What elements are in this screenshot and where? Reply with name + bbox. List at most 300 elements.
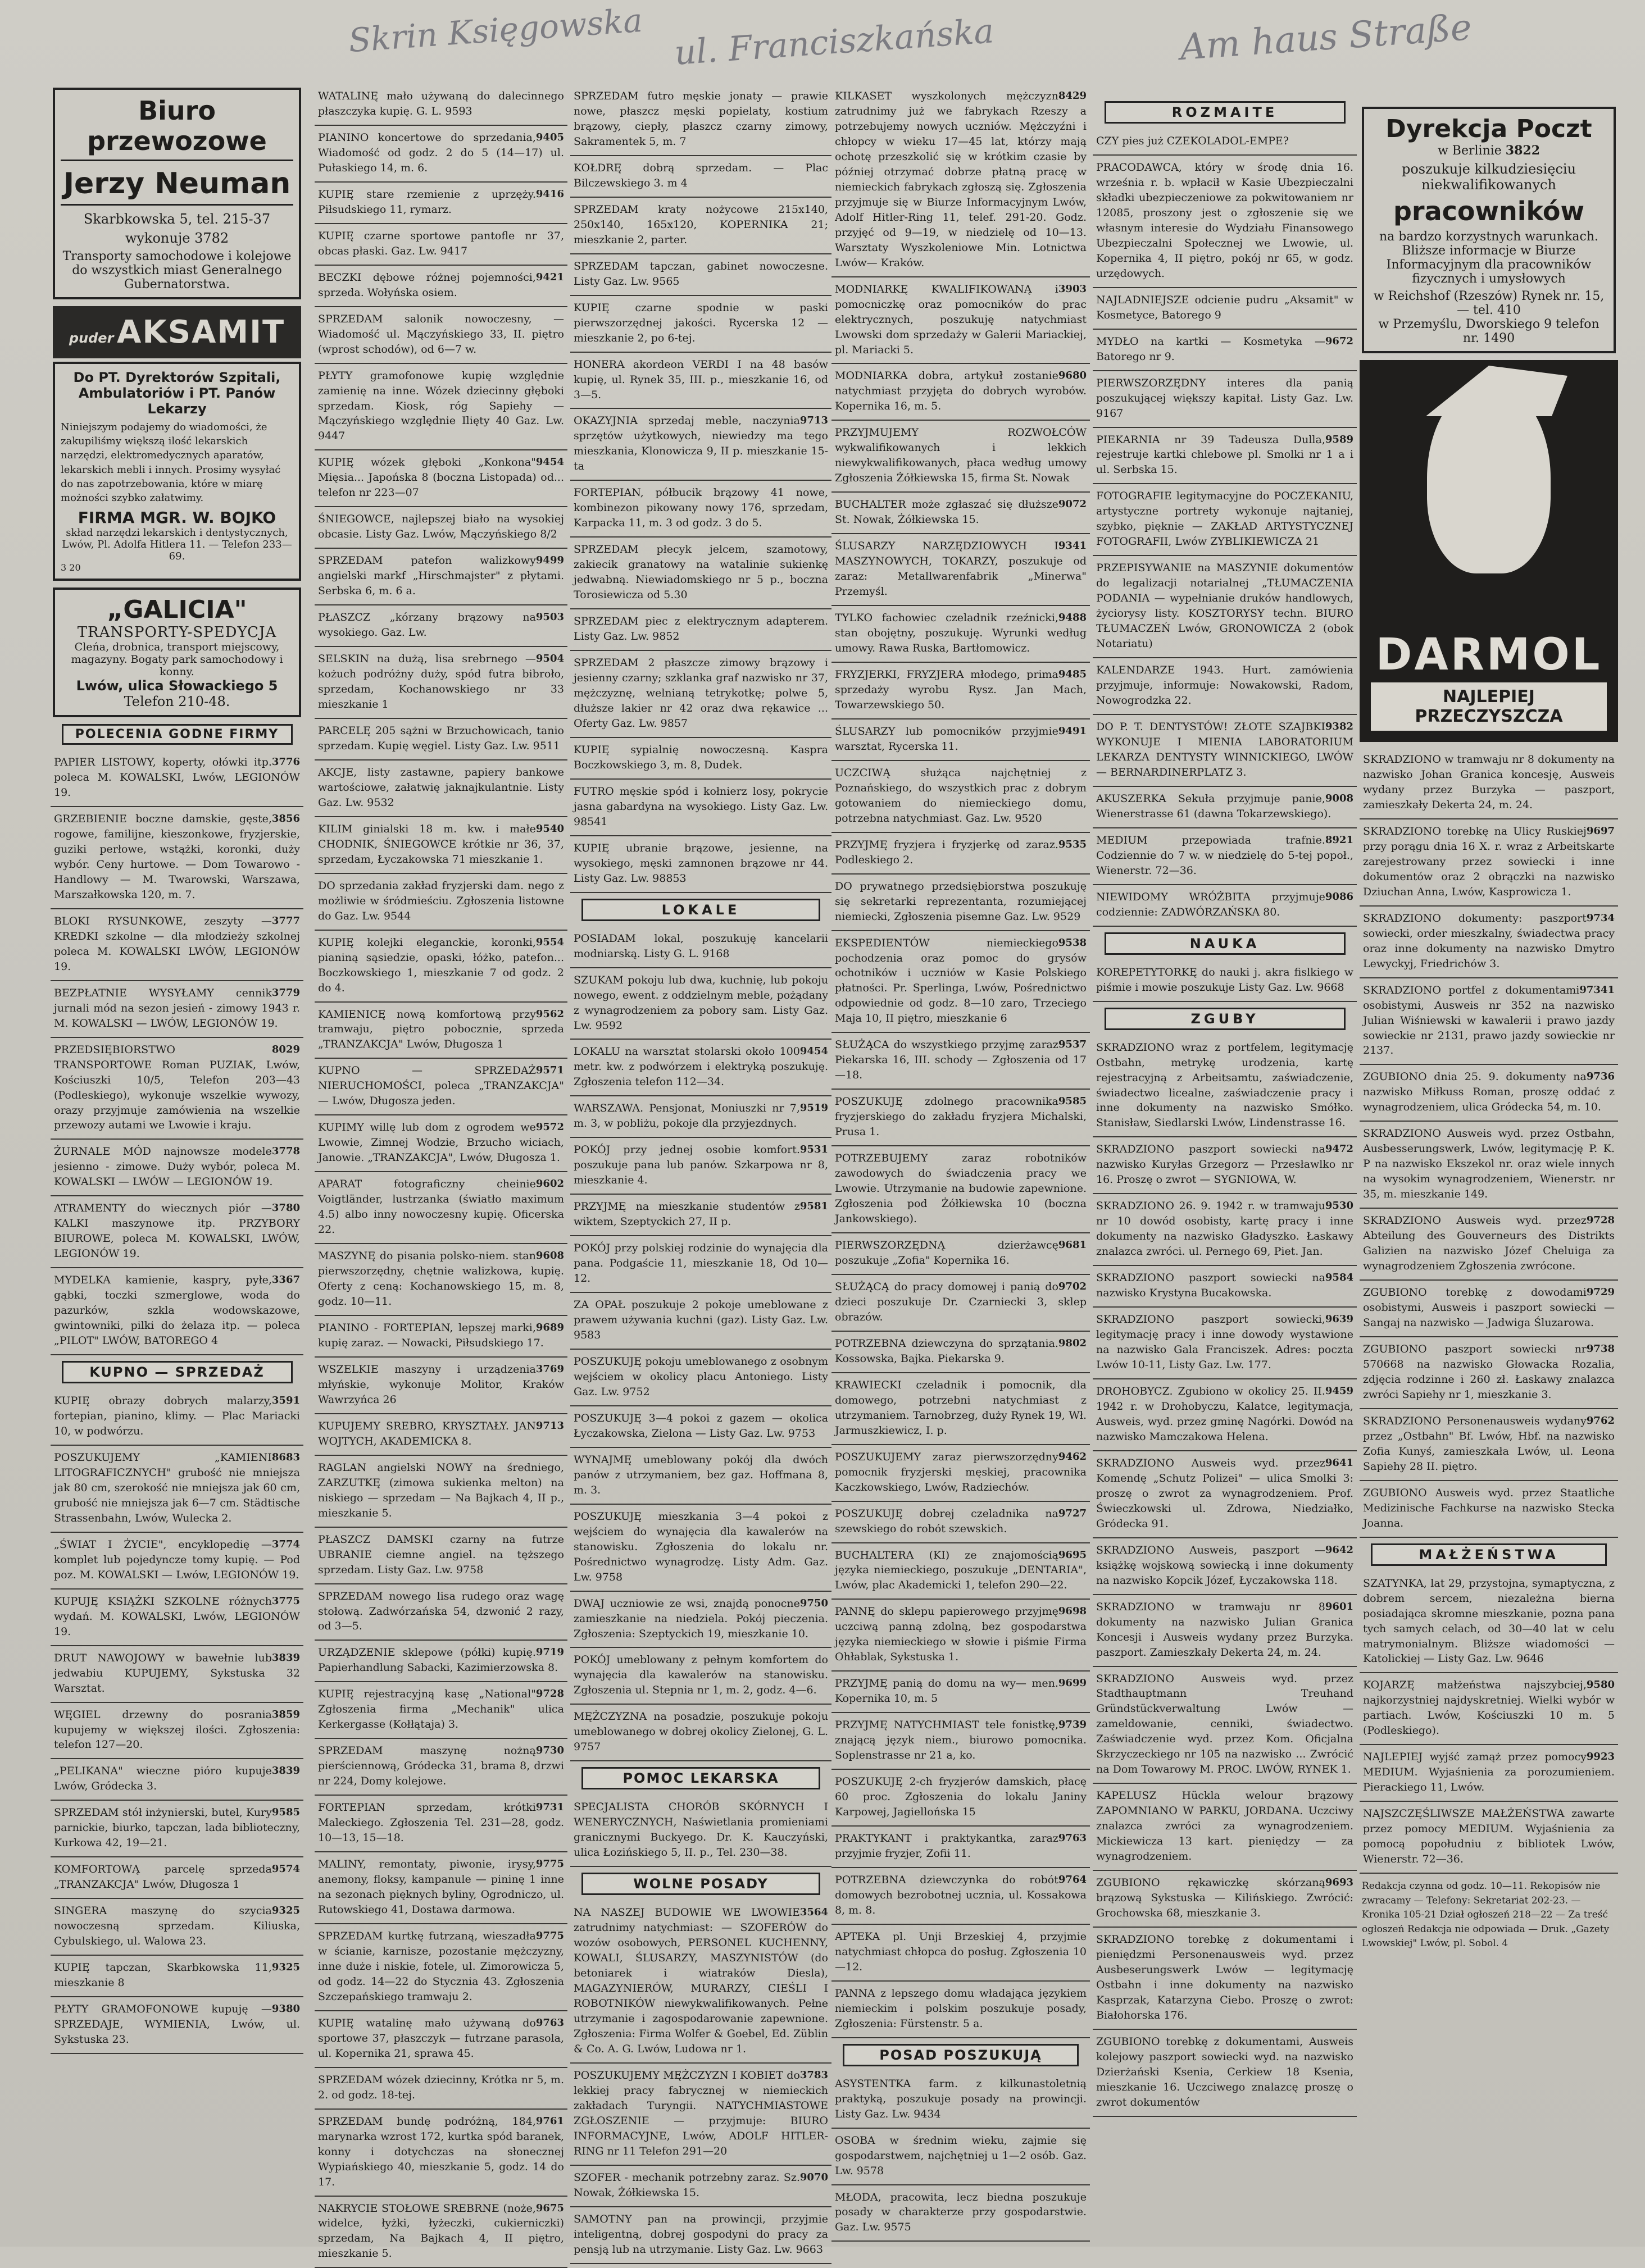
ad-text: KUPIĘ watalinę mało używaną do sportowe 37, płaszczyk — futrzane parasola, ul. Kopernika 21, sprawa 45.	[318, 2017, 564, 2060]
list-item	[1360, 819, 1618, 907]
polecenia-list	[51, 750, 303, 1355]
ad-text: POSZUKUJĘ 3—4 pokoi z gazem — okolica Łyczakowska, Zielona — Listy Gaz. Lw. 9753	[574, 1412, 828, 1440]
ad-text: SKRADZIONO paszport sowiecki, legitymację pracy i inne dowody wystawione na nazwisko Gala Franciszek. Adres: poczta Lwów 10-11, Listy Gaz. Lw. 177.	[1096, 1313, 1353, 1371]
list-item	[570, 1648, 831, 1705]
section-posad-poszukuja: POSAD POSZUKUJĄ	[843, 2044, 1079, 2066]
list-item	[315, 549, 567, 605]
list-item	[831, 1868, 1090, 1925]
list-item	[570, 481, 831, 538]
ad-text: PIERWSZORZĘDNĄ dzierżawcę poszukuje „Zofia" Kopernika 16.	[835, 1239, 1058, 1267]
ad-text: WYNAJMĘ umeblowany pokój dla dwóch panów z utrzymaniem, bez gaz. Hoffmana 8, m. 3.	[574, 1454, 828, 1496]
list-item	[1093, 371, 1357, 428]
list-item	[570, 198, 831, 254]
ad-text: KILIM ginialski 18 m. kw. i małe CHODNIK, ŚNIEGOWCE krótkie nr 36, 37, sprzedam, Łyczakowska 71 mieszkanie 1.	[318, 823, 564, 866]
list-item	[570, 1901, 831, 2064]
list-item	[831, 1502, 1090, 1543]
list-item	[1360, 1409, 1618, 1481]
list-item	[1360, 1209, 1618, 1281]
galicia-sub: TRANSPORTY-SPEDYCJA	[61, 624, 293, 641]
ad-text: PIANINO koncertowe do sprzedania, Wiadomość od godz. 2 do 5 (14—17) ul. Pułaskiego 14, m. 6.	[318, 131, 564, 174]
ad-number: 9601	[1325, 1600, 1353, 1614]
list-item	[831, 2129, 1090, 2185]
ad-text: SZATYNKA, lat 29, przystojna, symaptyczna, z dobrem sercem, niezależna bierna posiadająca skromne mieszkanie, pozna pana tych samych celach, od 30—40 lat w celu matrymonialnym. Bliższe wiadomości — Katolickiej — Listy Gaz. Lw. 9646	[1363, 1577, 1615, 1665]
biuro-address: Skarbkowska 5, tel. 215-37	[61, 211, 293, 227]
list-item	[831, 1373, 1090, 1445]
list-item	[1093, 1784, 1357, 1871]
list-item	[1093, 129, 1357, 156]
list-item	[1093, 1379, 1357, 1451]
ad-text: SZUKAM pokoju lub dwa, kuchnię, lub pokoju nowego, ewent. z oddzielnym meble, pożądany z wynagrodzeniem za pobory sam. Listy Gaz. Lw. 9592	[574, 974, 828, 1032]
list-item	[315, 1528, 567, 1584]
list-item: 3778 ŻURNALE MÓD najnowsze modele jesienno - zimowe. Duży wybór, poleca M. KOWALSKI — LWÓW — LEGIONÓW 19.	[51, 1140, 303, 1196]
section-polecenia: POLECENIA GODNE FIRMY	[62, 724, 293, 745]
list-item: 3780 ATRAMENTY do wiecznych piór — KALKI maszynowe itp. PRZYBORY BIUROWE, poleca M. KOWALSKI, LWÓW, LEGIONÓW 19.	[51, 1196, 303, 1268]
ad-number: 9713	[800, 413, 828, 428]
list-item	[315, 266, 567, 307]
ad-text: SPRZEDAM wózek dziecinny, Krótka nr 5, m. 2. od godz. 18-tej.	[318, 2074, 564, 2101]
list-item: 3779 BEZPŁATNIE WYSYŁAMY cennik jurnali mód na sezon jesień - zimowy 1943 r. M. KOWALSKI — LWÓW, LEGIONÓW 19.	[51, 981, 303, 1038]
ad-text: MODNIARKĘ KWALIFIKOWANĄ i pomocniczkę oraz pomocników do prac elektrycznych, poszukuję natychmiast Lwowski dom sprzedaży w Galerii Mariackiej, pl. Mariacki 5.	[835, 283, 1087, 356]
dyrekcja-big: pracowników	[1370, 196, 1608, 226]
ad-text: KUPIĘ kolejki eleganckie, koronki, pianiną sąsiedzie, opaski, łóżko, patefon... Boczkowskiego 1, mieszkanie 7 od godz. 2 do 4.	[318, 936, 564, 994]
ad-number: 9738	[1587, 1342, 1615, 1356]
list-item	[831, 1770, 1090, 1827]
ad-text: NAJLADNIEJSZE odcienie pudru „Aksamit" w Kosmetyce, Batorego 9	[1096, 294, 1353, 321]
list-item	[570, 156, 831, 198]
ad-text: PANNA z lepszego domu władająca językiem niemieckim i polskim poszukuje posady, Zgłoszenia: Fürstenstr. 5 a.	[835, 1987, 1087, 2030]
ad-number: 9763	[1058, 1831, 1087, 1846]
ad-number: 9728	[1587, 1213, 1615, 1228]
ad-text: BUCHALTERA (KI) ze znajomością języka niemieckiego, poszukuje „DENTARIA", Lwów, plac Akademicki 1, telefon 290—22.	[835, 1549, 1087, 1592]
list-item	[1360, 1281, 1618, 1337]
ad-number: 9540	[536, 822, 564, 836]
ad-text: SKRADZIONO 26. 9. 1942 r. w tramwaju nr 10 dowód osobisty, kartę pracy i inne dokumenty na nazwisko Gładyszko. Łaskawy znalazca zwróci. ul. Pernego 69, Piet. Jan.	[1096, 1200, 1353, 1258]
ad-text: SKRADZIONO torebkę na Ulicy Ruskiej przy porągu dnia 16 X. r. wraz z Arbeitskarte zarejestrowany przez sowiecki i inne dokumentów oraz 2 obrączki na nazwisko Dziuchan Anna, Lwów, Kasprowicza 1.	[1363, 825, 1615, 898]
ad-text: EKSPEDIENTÓW niemieckiego pochodzenia oraz pomoc do grysów ochotników i uczniów w Kasie Polskiego płatności. Pr. Sperlinga, Lwów, Pośrednictwo odpowiednie od godz. 8—10 zaro, Trzeciego Maja 10, II piętro, mieszkanie 6	[835, 937, 1087, 1025]
list-item	[1360, 1673, 1618, 1745]
ad-number: 9554	[536, 935, 564, 950]
list-item	[570, 1236, 831, 1293]
list-item: 3859 WĘGIEL drzewny do posrania kupujemy w większej ilości. Zgłoszenia: telefon 127—20.	[51, 1703, 303, 1760]
list-item	[1360, 1481, 1618, 1538]
list-item	[831, 719, 1090, 761]
ad-text: SPRZEDAM płecyk jelcem, szamotowy, zakiecik granatowy na watalinie sukienkę jedwabną. Niewiadomskiego nr 5 p., boczna Torosiewicza od 5.30	[574, 543, 828, 601]
ad-number: 9581	[800, 1199, 828, 1214]
ad-text: SZOFER - mechanik potrzebny zaraz. Sz. Nowak, Żółkiewska 15.	[574, 2171, 800, 2199]
list-item	[831, 1982, 1090, 2038]
dyrekcja-place1: w Reichshof (Rzeszów) Rynek nr. 15, — tel. 410	[1370, 289, 1608, 317]
list-item	[1093, 1871, 1357, 1928]
darmol-title: DARMOL	[1360, 630, 1618, 680]
ad-text: MŁODA, pracowita, lecz biedna poszukuje posady w charakterze przy gospodarstwie. Gaz. Lw. 9575	[835, 2191, 1087, 2234]
ad-text: DWAJ uczniowie ze wsi, znajdą ponocne zamieszkanie na niedziela. Pokój pieczenia. Zgłoszenia: Szeptyckich 19, mieszkanie 10.	[574, 1597, 828, 1640]
ad-number: 9728	[536, 1687, 564, 1701]
ad-text: FORTEPIAN sprzedam, krótki Maleckiego. Zgłoszenia Tel. 231—28, godz. 10—13, 15—18.	[318, 1801, 564, 1844]
ad-text: CZY pies już CZEKOLADOL-EMPE?	[1096, 135, 1289, 147]
ad-text: PŁASZCZ „kórzany brązowy na wysokiego. Gaz. Lw.	[318, 611, 536, 639]
list-item	[570, 1406, 831, 1448]
list-item	[315, 1115, 567, 1172]
ad-text: APTEKA pl. Unji Brzeskiej 4, przyjmie natychmiast chłopca do posług. Zgłoszenia 10—12.	[835, 1930, 1087, 1973]
column-6	[1360, 84, 1618, 1957]
list-item	[315, 1641, 567, 1682]
ad-number: 9459	[1325, 1384, 1353, 1399]
list-item	[1360, 907, 1618, 978]
list-item	[831, 1090, 1090, 1146]
ad-number: 9680	[1058, 368, 1087, 383]
ad-text: KOŁDRĘ dobrą sprzedam. — Plac Bilczewskiego 3. m 4	[574, 162, 828, 189]
section-nauka: NAUKA	[1105, 932, 1346, 955]
list-item	[831, 931, 1090, 1033]
list-item	[1093, 1194, 1357, 1266]
ad-number: 9008	[1325, 791, 1353, 806]
list-item	[1360, 978, 1618, 1065]
list-item	[1360, 1122, 1618, 1209]
ad-text: SPRZEDAM futro męskie jonaty — prawie nowe, płaszcz męski popielaty, kostium brązowy, ciepły, płaszcz czarny zimowy, Sakramentek 5, m. 7	[574, 90, 828, 148]
ad-number: 9538	[1058, 936, 1087, 950]
list-item	[570, 968, 831, 1040]
list-item	[315, 605, 567, 647]
list-item	[831, 1543, 1090, 1600]
dyrekcja-sub: w Berlinie	[1438, 144, 1502, 158]
ad-text: PRACODAWCA, który w środę dnia 16. września r. b. wpłacił w Kasie Ubezpieczalni składki ubezpieczeniowe za pokwitowaniem nr 12085, proszony jest o zgłoszenie się we własnym interesie do Wydziału Finansowego Ubezpieczalni Społecznej we Lwowie, ul. Kopernika 4, II piętro, pokój nr 65, w godz. urzędowych.	[1096, 161, 1353, 280]
ad-text: SPRZEDAM salonik nowoczesny, — Wiadomość ul. Mączyńskiego 33, II. piętro (wprost schodów), od 6—7 w.	[318, 313, 564, 356]
bojko-num: 3 20	[61, 562, 293, 573]
ad-text: ZA OPAŁ poszukuje 2 pokoje umeblowane z prawem używania kuchni (gaz). Listy Gaz. Lw. 9583	[574, 1299, 828, 1341]
list-item	[315, 1003, 567, 1059]
ad-text: WARSZAWA. Pensjonat, Moniuszki nr 7, m. 3, w pobliżu, pokoje dla przyjezdnych.	[574, 1102, 800, 1130]
ad-number: 9702	[1058, 1279, 1087, 1294]
list-item	[1093, 960, 1357, 1002]
ad-text: KOJARZĘ małżeństwa najszybciej, najkorzystniej najdyskretniej. Wielki wybór w partiach. Lwów, Kościuszki 10 m. 5 (Podleskiego).	[1363, 1679, 1615, 1737]
list-item: 9325 KUPIĘ tapczan, Skarbkowska 11, mieszkanie 8	[51, 1956, 303, 1997]
ad-text: POKÓJ przy polskiej rodzinie do wynajęcia dla pana. Podgaście 11, mieszkanie 18, Od 10—12.	[574, 1242, 828, 1285]
ad-text: SPRZEDAM kurtkę futrzaną, wieszadła w ścianie, karnisze, pozostanie mężczyzny, inne duże i niskie, fotele, ul. Zimorowicza 5, od godz. 14—22 do Stycznia 43. Zgłoszenia Szczepańskiego tramwaju 2.	[318, 1930, 564, 2003]
ad-text: AKUSZERKA Sekuła przyjmuje panie, Wienerstrasse 61 (dawna Tokarzewskiego).	[1096, 793, 1331, 820]
list-item: 3839 „PELIKANA" wieczne pióro kupuje Lwów, Gródecka 3.	[51, 1759, 303, 1801]
ad-number: 9734	[1587, 911, 1615, 926]
ad-number: 9697	[1587, 824, 1615, 839]
column-3	[570, 84, 831, 2264]
ad-number: 9503	[536, 610, 564, 625]
ad-text: FORTEPIAN, półbucik brązowy 41 nowe, kombinezon pikowany nowy 176, sprzedam, Karpacka 11, m. 3 od godz. 3 do 5.	[574, 486, 828, 529]
ad-number: 9739	[1058, 1718, 1087, 1732]
list-item	[831, 277, 1090, 365]
ad-text: POSZUKUJEMY zaraz pierwszorzędny pomocnik fryzjerski męskiej, pracownika Kaczkowskiego, Lwów, Radziechów.	[835, 1451, 1087, 1493]
ad-text: KRAWIECKI czeladnik i pomocnik, dla domowego, potrzebni natychmiast z utrzymaniem. Tarnobrzeg, duży Rynek 19, Wł. Jarmuszkiewicz, I. p.	[835, 1379, 1087, 1437]
ad-text: SPRZEDAM 2 płaszcze zimowy brązowy i jesienny czarny; szklanka graf nazwisko nr 37, mężczyznę, welnianą tetrykotkę; polwe 5, dłuższe lakier nr 42 oraz dwa rękawice ... Oferty Gaz. Lw. 9857	[574, 657, 828, 730]
biuro-name: Jerzy Neuman	[61, 167, 293, 206]
ad-text: UCZCIWĄ służąca najchętniej z Poznańskiego, do wszystkich prac z dobrym gotowaniem do niemieckiego domu, potrzebna natychmiast. Gaz. Lw. 9520	[835, 767, 1087, 825]
ad-number: 9485	[1058, 667, 1087, 682]
ad-text: PRAKTYKANT i praktykantka, zaraz przyjmie fryzjer, Zofii 11.	[835, 1832, 1058, 1860]
ad-number: 9641	[1325, 1456, 1353, 1470]
ad-text: MASZYNĘ do pisania polsko-niem. stan pierwszorzędny, chętnie walizkowa, kupię. Oferty z ceną: Kochanowskiego 15, m. 8, godz. 10—11.	[318, 1250, 564, 1308]
ad-number: 8921	[1325, 833, 1353, 848]
col4-list	[831, 84, 1090, 2038]
ad-text: PRZYJMUJEMY ROZWOŁCÓW wykwalifikowanych i lekkich niewykwalifikowanych, płaca według umowy Zgłoszenia Żółkiewska 15, firma St. Nowak	[835, 426, 1087, 484]
list-item	[315, 647, 567, 719]
list-item: 9325 SINGERA maszynę do szycia nowoczesną sprzedam. Kiliuska, Cybulskiego, ul. Walowa 23.	[51, 1899, 303, 1956]
list-item	[1360, 748, 1618, 819]
ad-number: 9584	[1325, 1270, 1353, 1285]
list-item	[831, 2185, 1090, 2242]
ad-number: 3564	[800, 1905, 828, 1920]
column-4	[831, 84, 1090, 2242]
ad-number: 9341	[1058, 539, 1087, 553]
ad-text: KAPELUSZ Hückla welour brązowy ZAPOMNIANO W PARKU, JORDANA. Uczciwy znalazca zwróci za wynagrodzeniem. Mickiewicza 13 kart. pieniędzy — za wynagrodzeniem.	[1096, 1789, 1353, 1862]
aksamit-name: AKSAMIT	[117, 314, 285, 350]
ad-number: 9731	[536, 1800, 564, 1815]
ad-text: SPRZEDAM bundę podróżną, 184, marynarka wzrost 172, kurtka spód baranek, konny i dotychczas na słonecznej Wypiańskiego 40, mieszkanie 5, godz. 14 do 17.	[318, 2115, 564, 2188]
ad-text: KUPUJEMY SREBRO, KRYSZTAŁY. JAN WOJTYCH, AKADEMICKA 8.	[318, 1420, 536, 1447]
ad-number: 3783	[800, 2068, 828, 2083]
ad-text: PIANINO - FORTEPIAN, lepszej marki, kupię zaraz. — Nowacki, Piłsudskiego 17.	[318, 1322, 544, 1349]
list-item	[1360, 1802, 1618, 1874]
ad-text: KAMIENICĘ nową komfortową przy tramwaju, piętro pobocznie, sprzeda „TRANZAKCJA" Lwów, Długosza 1	[318, 1008, 564, 1051]
list-item	[315, 1796, 567, 1852]
ad-number: 9537	[1058, 1037, 1087, 1052]
ad-text: SKRADZIONO portfel z dokumentami osobistymi, Ausweis nr 352 na nazwisko Julian Wiśniewski w kawalerii i prawo jazdy sowieckie nr 2131, prawo jazdy sowieckie nr 2137.	[1363, 984, 1615, 1057]
ad-text: NAJSZCZĘŚLIWSZE MAŁŻEŃSTWA zawarte przez pomocy MEDIUM. Wyjaśnienia za pomocą popołudniu z bibliotek Lwów, Wienerstr. 72—36.	[1363, 1807, 1615, 1865]
ad-dyrekcja-poczt	[1362, 107, 1616, 353]
list-item: 8683 POSZUKUJEMY „KAMIENI LITOGRAFICZNYCH" grubość nie mniejsza jak 80 cm, szerokość nie mniejsza jak 60 cm, grubość nie mniejsza jak 6—7 cm. Städtische Strassenbahn, Lwów, Wulecka 2.	[51, 1446, 303, 1533]
ad-text: POSZUKUJEMY MĘŻCZYZN I KOBIET do lekkiej pracy fabrycznej w niemieckich zakładach Turyngii. NATYCHMIASTOWE ZGŁOSZENIE — przyjmuje: BIURO INFORMACYJNE, Lwów, ADOLF HITLER-RING nr 11 Telefon 291—20	[574, 2069, 828, 2157]
list-item	[1093, 1036, 1357, 1138]
list-item	[315, 760, 567, 817]
ad-text: ZGUBIONO torebkę z dowodami osobistymi, Ausweis i paszport sowiecki — Sangaj na nazwisko — Jadwiga Śluzarowa.	[1363, 1286, 1615, 1329]
kupno-list	[51, 1389, 303, 2054]
ad-text: SKRADZIONO paszport sowiecki na nazwisko Krystyna Bucakowska.	[1096, 1272, 1325, 1299]
bojko-firm-body: skład narzędzi lekarskich i dentystycznych, Lwów, Pl. Adolfa Hitlera 11. — Telefon 233—69.	[61, 527, 293, 562]
ad-text: ZGUBIONO torebkę z dokumentami, Ausweis kolejowy paszport sowiecki wyd. na nazwisko Dzierżański Ksenia, Cerkiew 18 Ksenia, mieszkanie 16. Uczciwego znalazcę proszę o zwrot dokumentów	[1096, 2035, 1353, 2108]
list-item	[1093, 330, 1357, 371]
ad-text: SKRADZIONO Ausweis wyd. przez Stadthauptmann Treuhand Gründstückverwaltung Lwów — zameldowanie, cenniki, świadectwo. Zaświadczenie wyd. przez Kom. Oficjalna Skrzyczeckiego nr 105 na nazwisko ... Zwrócić na Dom Towarowy M. PROC. LWÓW, RYNEK 1.	[1096, 1673, 1353, 1776]
ad-text: MYDŁO na kartki — Kosmetyka — Batorego nr 9.	[1096, 335, 1325, 363]
ad-text: PŁASZCZ DAMSKI czarny na futrze UBRANIE ciemne angiel. na tęższego sprzedam. Listy Gaz. Lw. 9758	[318, 1533, 564, 1576]
pomoc-list	[570, 1795, 831, 1867]
bojko-firm: FIRMA MGR. W. BOJKO	[61, 508, 293, 527]
ad-number: 9689	[536, 1320, 564, 1335]
list-item	[570, 1138, 831, 1195]
ad-text: DROHOBYCZ. Zgubiono w okolicy 25. II. 1942 r. w Drohobyczu, Kalatce, legitymacja, Ausweis, wyd. przez gminę Nagórki. Dowód na nazwisko Mamczakowa Helena.	[1096, 1385, 1353, 1443]
ad-text: TYLKO fachowiec czeladnik rzeźnicki, stan obojętny, poszukuję. Wyrunki według umowy. Rawa Ruska, Bartłomowicz.	[835, 612, 1087, 654]
ad-number: 9761	[536, 2114, 564, 2129]
list-item	[1093, 1928, 1357, 2030]
list-item	[1093, 1266, 1357, 1308]
ad-text: SKRADZIONO w tramwaju nr 8 dokumenty na nazwisko Johan Granica koncesję, Ausweis wydany przez Burzyka — paszport, zamieszkały Dekerta 24, m. 24.	[1363, 753, 1615, 811]
ad-number: 9775	[536, 1929, 564, 1943]
ad-text: SKRADZIONO Ausweis wyd. przez Komendę „Schutz Polizei" — ulica Smolki 3: proszę o zwrot za wynagrodzeniem. Prof. Świeczkowski ul. Zdrowa, Niedziałko, Gródecka 91.	[1096, 1457, 1353, 1530]
ad-text: SŁUŻĄCĄ do pracy domowej i panią do dzieci poszukuje Dr. Czarniecki 3, sklep obrazów.	[835, 1281, 1087, 1323]
galicia-body: Cleńa, drobnica, transport miejscowy, magazyny. Bogaty park samochodowy i konny.	[61, 641, 293, 678]
list-item	[1093, 787, 1357, 828]
list-item	[1093, 1137, 1357, 1194]
ad-text: RAGLAN angielski NOWY na średniego, ZARZUTKĘ (zimowa sukienka melton) na niskiego — sprzedam — Na Bajkach 4, II p., mieszkanie 5.	[318, 1461, 564, 1519]
gnome-illustration-icon	[1427, 382, 1551, 573]
list-item	[831, 421, 1090, 493]
list-item	[831, 1146, 1090, 1233]
rozmaite-list	[1093, 129, 1357, 927]
ad-darmol	[1360, 360, 1618, 742]
section-kupno: KUPNO — SPRZEDAŻ	[62, 1361, 293, 1383]
ad-number: 9693	[1325, 1875, 1353, 1890]
ad-number: 9472	[1325, 1142, 1353, 1156]
ad-text: POTRZEBNA dziewczyna do sprzątania. Kossowska, Bajka. Piekarska 9.	[835, 1337, 1058, 1365]
ad-number: 9531	[800, 1142, 828, 1157]
ad-text: SKRADZIONO Ausweis, paszport — książkę wojskową sowiecką i inne dokumenty na nazwisko Kopcik Józef, Łyczakowska 118.	[1096, 1544, 1353, 1587]
list-item	[831, 493, 1090, 534]
list-item	[570, 609, 831, 651]
ad-text: SKRADZIONO Ausweis wyd. przez Abteilung des Gouverneurs des Distrikts Galizien na nazwisko Józef Cheluiga za wynagrodzeniem Zgłoszenia zwrócone.	[1363, 1214, 1615, 1272]
list-item	[315, 1172, 567, 1244]
list-item: 3777 BLOKI RYSUNKOWE, zeszyty — KREDKI szkolne — dla młodzieży szkolnej poleca M. KOWALSKI LWÓW, LEGIONÓW 19.	[51, 909, 303, 981]
ad-text: KUPIĘ czarne spodnie w paski pierwszorzędnej jakości. Rycerska 12 — mieszkanie 2, po 6-tej.	[574, 302, 828, 344]
ad-number: 9719	[536, 1645, 564, 1660]
list-item	[831, 364, 1090, 421]
posad-list	[831, 2072, 1090, 2242]
col6-list	[1360, 748, 1618, 1538]
ad-text: BECZKI dębowe różnej pojemności, sprzeda. Wołyńska osiem.	[318, 271, 536, 299]
galicia-addr: Lwów, ulica Słowackiego 5	[61, 678, 293, 694]
ad-text: KUPIĘ stare rzemienie z uprzęży. Piłsudskiego 11, rymarz.	[318, 188, 536, 216]
ad-text: KUPIĘ czarne sportowe pantofle nr 37, obcas płaski. Gaz. Lw. 9417	[318, 230, 564, 257]
ad-text: KUPIĘ wózek głęboki „Konkona" Mięsia... Japońska 8 (boczna Listopada) od... telefon nr 223—07	[318, 456, 564, 499]
list-item	[315, 84, 567, 126]
ad-number: 9750	[800, 1596, 828, 1611]
ad-text: DO prywatnego przedsiębiorstwa poszukuję się sekretarki reprezentanta, rozumiejącej niemiecki, Zgłoszenia pisemne Gaz. Lw. 9529	[835, 880, 1087, 923]
list-item	[1093, 2030, 1357, 2117]
list-item	[570, 254, 831, 296]
column-1	[51, 84, 303, 2054]
list-item	[831, 1925, 1090, 1982]
list-item	[1093, 1667, 1357, 1784]
ad-number: 9802	[1058, 1336, 1087, 1351]
ad-number: 9681	[1058, 1238, 1087, 1253]
ad-text: SPRZEDAM patefon walizkowy angielski markf „Hirschmajster" z płytami. Serbska 6, m. 6 a.	[318, 554, 564, 597]
ad-text: KALENDARZE 1943. Hurt. zamówienia przyjmuje, informuje: Nowakowski, Radom, Nowogrodzka 22.	[1096, 664, 1353, 707]
ad-text: POSIADAM lokal, poszukuję kancelarii modniarską. Listy G. L. 9168	[574, 932, 828, 960]
list-item	[570, 296, 831, 353]
section-lokale: LOKALE	[581, 899, 820, 921]
ad-text: POSZUKUJĘ dobrej czeladnika na szewskiego do robót szewskich.	[835, 1508, 1058, 1535]
list-item	[570, 1293, 831, 1350]
ad-text: KOREPETYTORKĘ do nauki j. akra fislkiego w piśmie i mowie poszukuje Listy Gaz. Lw. 9668	[1096, 966, 1353, 994]
list-item	[831, 1332, 1090, 1373]
ad-text: POSZUKUJĘ 2-ch fryzjerów damskich, płacę 60 proc. Zgłoszenia do lokalu Janiny Karpowej, Jagiellońska 15	[835, 1775, 1087, 1818]
ad-text: PIEKARNIA nr 39 Tadeusza Dulla, rejestruje kartki chlebowe pl. Smolki nr 1 a i ul. Serbska 15.	[1096, 434, 1353, 476]
list-item	[1093, 715, 1357, 787]
ad-text: PRZEPISYWANIE na MASZYNIE dokumentów do legalizacji notarialnej „TŁUMACZENIA PODANIA — wypełnianie druków handlowych, życiorysy listy. KOSZTORYSY techn. BIURO TŁUMACZEŃ Lwów, GRONOWICZA 2 (obok Notariatu)	[1096, 562, 1353, 650]
ad-number: 9608	[536, 1249, 564, 1263]
handwriting-note-1: Skrin Księgowska	[347, 1, 644, 60]
ad-text: PARCELĘ 205 sążni w Brzuchowicach, tanio sprzedam. Kupię węgiel. Listy Gaz. Lw. 9511	[318, 725, 564, 752]
list-item	[315, 1244, 567, 1316]
ad-number: 9729	[1587, 1285, 1615, 1300]
ad-text: POSZUKUJĘ pokoju umeblowanego z osobnym wejściem w okolicy placu Antoniego. Listy Gaz. Lw. 9752	[574, 1355, 828, 1398]
wolne-list	[570, 1901, 831, 2264]
ad-text: SPRZEDAM nowego lisa rudego oraz wagę stołową. Zadwórzańska 54, dzwonić 2 razy, od 3—5.	[318, 1590, 564, 1633]
ad-text: POSZUKUJĘ zdolnego pracownika fryzjerskiego do zakładu fryzjera Michalski, Prusa 1.	[835, 1095, 1087, 1138]
list-item	[831, 1233, 1090, 1275]
list-item	[570, 1592, 831, 1648]
list-item: 3367 MYDELKA kamienie, kaspry, pyłe, gąbki, toczki szmerglowe, woda do pazurków, szkla wodowskazowe, gwintowniki, pilki do żelaza itp. — poleca „PILOT" LWÓW, BATOREGO 4	[51, 1268, 303, 1355]
list-item	[831, 875, 1090, 931]
list-item	[570, 836, 831, 893]
ad-number: 9416	[536, 187, 564, 202]
galicia-name: „GALICIA"	[61, 595, 293, 624]
list-item	[315, 183, 567, 224]
list-item	[831, 1672, 1090, 1713]
list-item	[1093, 484, 1357, 556]
list-item	[1093, 428, 1357, 485]
list-item	[1360, 1745, 1618, 1802]
list-item	[831, 2072, 1090, 2129]
ad-number: 9519	[800, 1101, 828, 1115]
ad-text: MEDIUM przepowiada trafnie. Codziennie do 7 w. w niedzielę do 5-tej popoł., Wienerstr. 72—36.	[1096, 834, 1353, 877]
ad-number: 9454	[536, 455, 564, 470]
list-item	[570, 1505, 831, 1592]
ad-text: PRZYJMĘ NATYCHMIAST tele fonistkę, znającą język niem., biurowo pomocnika. Soplenstrasse nr 21 a, ko.	[835, 1719, 1087, 1761]
list-item	[315, 364, 567, 451]
ad-text: SKRADZIONO Ausweis wyd. przez Ostbahn, Ausbesserungswerk, Lwów, legitymację P. K. P na nazwisko Ekszekol nr. oraz wiele innych na wysokim wynagrodzeniem, Wienerstr. nr 35, m. mieszkanie 149.	[1363, 1127, 1615, 1200]
list-item	[831, 1275, 1090, 1332]
footer-note: Redakcja czynna od godz. 10—11. Rekopisów nie zwracamy — Telefony: Sekretariat 202-23. — Kronika 105-21 Dział ogłoszeń 218—22 — Za treść ogłoszeń Redakcja nie odpowiada — Druk. „Gazety Lwowskiej" Lwów, pl. Sobol. 4	[1360, 1874, 1618, 1957]
ad-text: ZGUBIONO dnia 25. 9. dokumenty na nazwisko Miłkuss Roman, proszę oddać z wynagrodzeniem, ulica Gródecka 54, m. 10.	[1363, 1071, 1615, 1113]
ad-text: KUPIMY willę lub dom z ogrodem we Lwowie, Zimnej Wodzie, Brzucho wiciach, Janowie. „TRANZAKCJA", Lwów, Długosza 1.	[318, 1121, 564, 1164]
section-zguby: ZGUBY	[1105, 1008, 1346, 1030]
ad-number: 9762	[1587, 1414, 1615, 1428]
list-item	[315, 1852, 567, 1924]
ad-number: 9699	[1058, 1676, 1087, 1691]
list-item	[315, 507, 567, 549]
ad-text: AKCJE, listy zastawne, papiery bankowe wartościowe, załatwię jaknajkulantnie. Listy Gaz. Lw. 9532	[318, 766, 564, 809]
list-item	[1093, 1595, 1357, 1667]
ad-number: 9589	[1325, 432, 1353, 447]
ad-text: PRZYJMĘ na mieszkanie studentów z wiktem, Szeptyckich 27, II p.	[574, 1200, 800, 1228]
list-item	[315, 307, 567, 364]
list-item	[315, 1316, 567, 1358]
ad-text: PRZYJMĘ panią do domu na wy— men. Kopernika 10, m. 5	[835, 1677, 1058, 1705]
ad-text: PIERWSZORZĘDNY interes dla panią poszukującej większy kapitał. Listy Gaz. Lw. 9167	[1096, 377, 1353, 420]
ad-text: SKRADZIONO torebkę z dokumentami i pieniędzmi Personenausweis wyd. przez Ausbeserungswerk Lwów — legitymację Ostbahn i inne dokumenty na nazwisko Kasprzak, Katarzyna Ciebo. Proszę o zwrot: Białohorska 176.	[1096, 1933, 1353, 2021]
ad-text: SKRADZIONO w tramwaju nr 8 dokumenty na nazwisko Julian Granica Koncesji i Ausweis wydany przez Burzyka. paszport. Zamieszkały Dekerta 24, m. 24.	[1096, 1601, 1353, 1659]
section-pomoc-lekarska: POMOC LEKARSKA	[581, 1767, 820, 1789]
ad-text: SPRZEDAM piec z elektrycznym adapterem. Listy Gaz. Lw. 9852	[574, 615, 828, 643]
ad-text: LOKALU na warsztat stolarski około 100 metr. kw. z podwórzem i elektryką poszukuję. Zgłoszenia telefon 112—34.	[574, 1045, 828, 1088]
ad-text: MĘŻCZYZNA na posadzie, poszukuje pokoju umeblowanego w dobrej okolicy Zielonej, G. L. 9757	[574, 1710, 828, 1753]
ad-number: 9086	[1325, 890, 1353, 904]
ad-number: 9639	[1325, 1312, 1353, 1327]
list-item	[1093, 156, 1357, 288]
ad-text: SKRADZIONO dokumenty: paszport sowiecki, order mieszkalny, świadectwa pracy oraz inne dokumenty na nazwisko Dmytro Lewyckyj, Friedrichów 3.	[1363, 912, 1615, 970]
bojko-body: Niniejszym podajemy do wiadomości, że zakupiliśmy większą ilość lekarskich narzędzi, elektromedycznych aparatów, lekarskich mebli i innych. Prosimy wysyłać do nas zapotrzebowania, które w miarę możności szybko załatwimy.	[61, 420, 293, 505]
list-item	[570, 1195, 831, 1236]
section-wolne-posady: WOLNE POSADY	[581, 1873, 820, 1895]
ad-number: 9405	[536, 130, 564, 145]
list-item: 3775 KUPUJĘ KSIĄŻKI SZKOLNE różnych wydań. M. KOWALSKI, Lwów, LEGIONÓW 19.	[51, 1590, 303, 1646]
dyrekcja-body2: na bardzo korzystnych warunkach. Bliższe informacje w Biurze Informacyjnym dla pracowników fizycznych i umysłowych	[1370, 230, 1608, 286]
ad-text: PŁYTY gramofonowe kupię względnie zamienię na inne. Wózek dziecinny głęboki sprzedam. Kiosk, róg Sapiehy — Mączyńskiego względnie Ilięty 40 Gaz. Lw. 9447	[318, 370, 564, 443]
galicia-tel: Telefon 210-48.	[61, 694, 293, 709]
ad-text: SPRZEDAM kraty nożycowe 215x140, 250x140, 165x120, KOPERNIKA 21; mieszkanie 2, parter.	[574, 203, 828, 246]
ad-aksamit	[53, 306, 301, 358]
ad-number: 9535	[1058, 837, 1087, 852]
ad-text: POTRZEBNA dziewczynka do robót domowych bezrobotnej ucznia, ul. Kossakowa 8, m. 8.	[835, 1874, 1087, 1916]
lokale-list	[570, 927, 831, 1762]
list-item	[570, 1448, 831, 1505]
ad-number: 9421	[536, 270, 564, 285]
